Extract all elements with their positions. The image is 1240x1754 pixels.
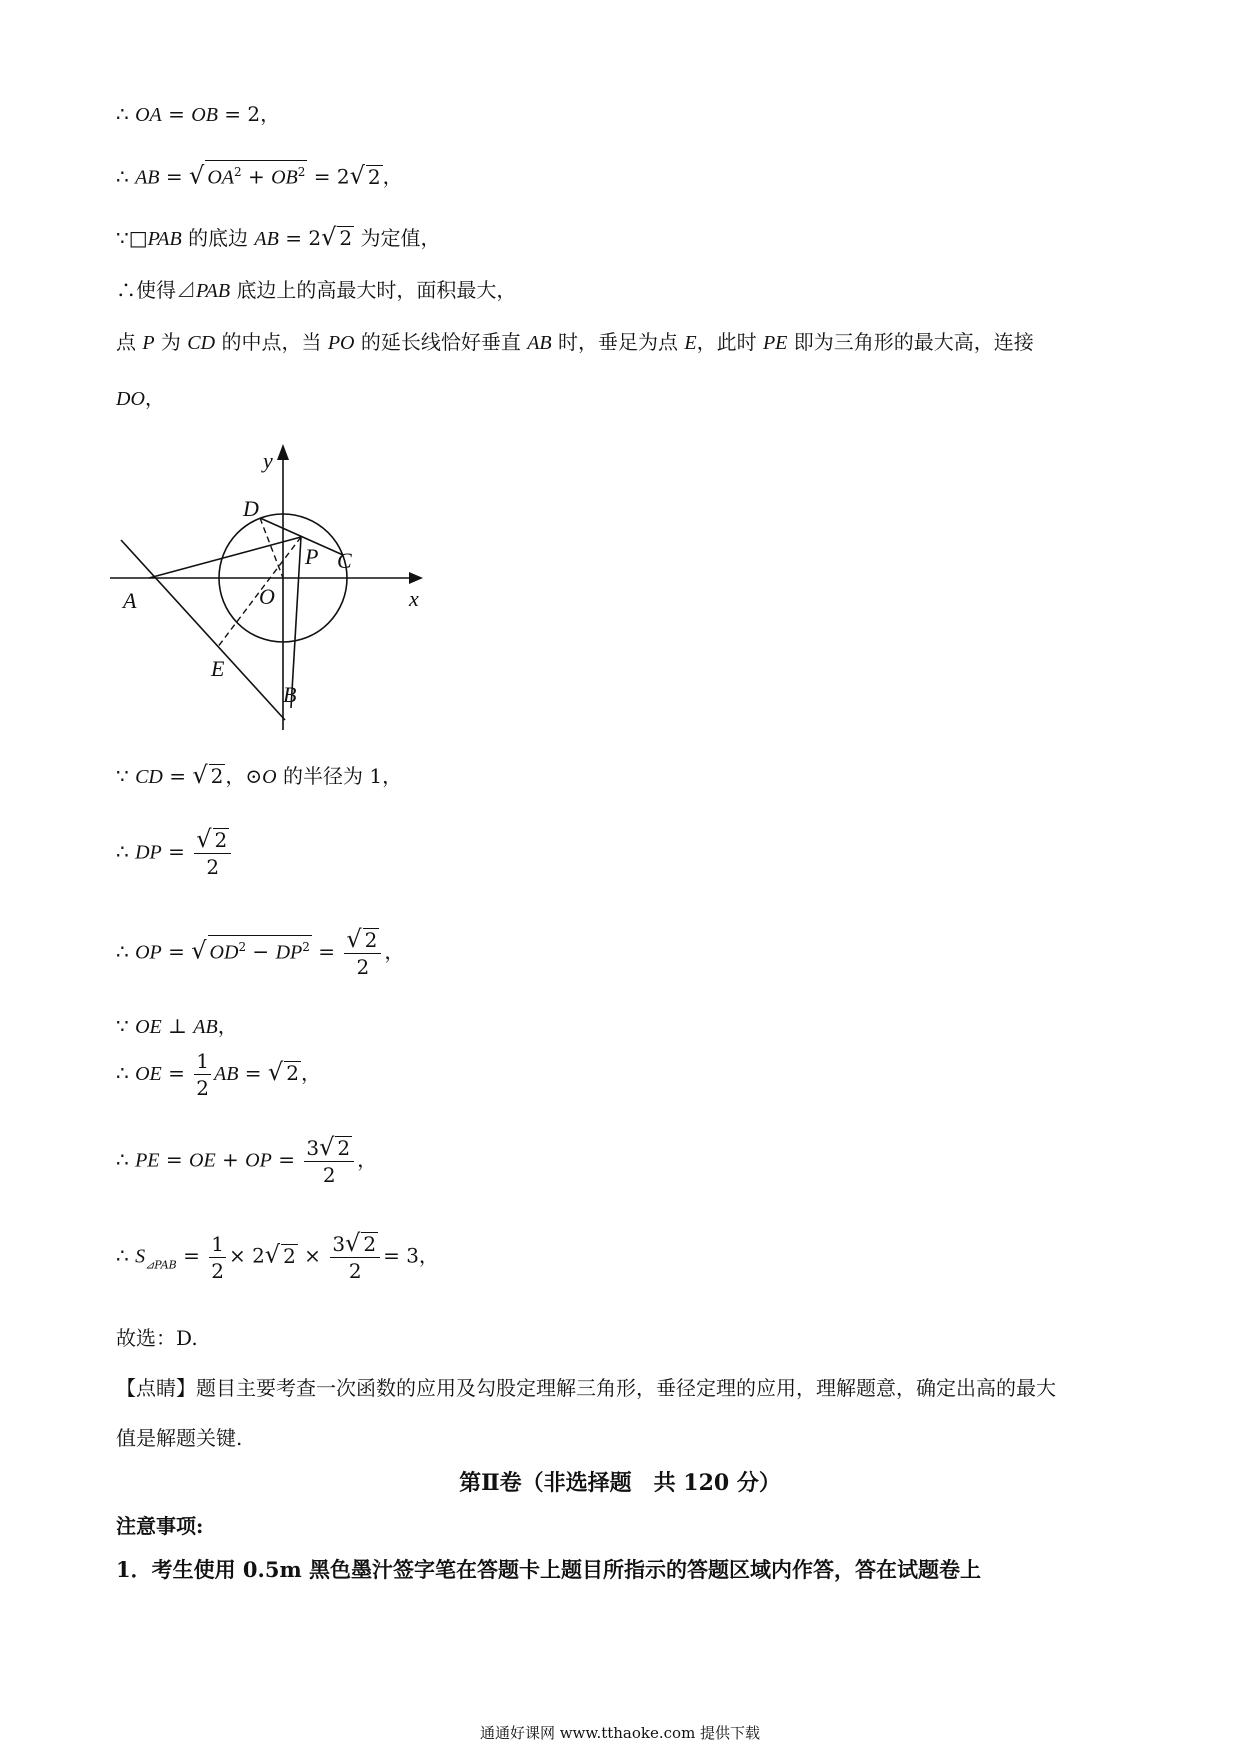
comment-line-1: 【点睛】题目主要考查一次函数的应用及勾股定理解三角形，垂径定理的应用，理解题意，确定出高的最大 <box>116 1376 1056 1400</box>
page-footer: 通通好课网 www.tthaoke.com 提供下载 <box>479 1724 761 1742</box>
solution-line-7: ∵ CD = √ 2 ，⊙O 的半径为 1， <box>116 761 403 789</box>
line-ab <box>121 540 285 720</box>
label-o: O <box>259 584 275 609</box>
label-a: A <box>123 588 137 613</box>
answer-line: 故选：D. <box>116 1326 198 1350</box>
solution-line-2: ∴ AB = √ $OA^2 + OB^2 = 2√$ 2 ， <box>116 161 403 190</box>
section-title: 第Ⅱ卷（非选择题 共 120 分） <box>459 1470 781 1496</box>
solution-line-11: ∴ OE = $\frac{1}{2}$ AB = √ 2 ， <box>116 1049 321 1100</box>
comment-line-2: 值是解题关键. <box>116 1426 243 1450</box>
label-d: D <box>243 496 259 521</box>
notice-heading: 注意事项: <box>116 1514 204 1538</box>
solution-line-6: DO， <box>116 386 165 410</box>
label-b: B <box>283 682 297 707</box>
x-axis-arrow-icon <box>409 572 423 584</box>
solution-line-3: ∵□PAB 的底边 AB = 2√ 2 为定值， <box>116 223 441 251</box>
notice-item-1: 1．考生使用 0.5m 黑色墨汁签字笔在答题卡上题目所指示的答题区域内作答，答在试题卷上 <box>116 1557 981 1582</box>
solution-line-5: 点 P 为 CD 的中点，当 PO 的延长线恰好垂直 AB 时，垂足为点 E，此时 PE 即为三角形的最大高，连接 <box>116 330 1034 354</box>
label-y: y <box>263 448 273 473</box>
solution-line-12: ∴ PE = OE + OP = $\frac{3√ 2}{2}$ ， <box>116 1133 378 1187</box>
solution-line-8: ∴ DP = $\frac{√ 2}{2}$ <box>116 826 234 880</box>
label-c: C <box>337 548 352 573</box>
solution-line-1: ∴ OA = OB = 2， <box>116 102 281 126</box>
y-axis-arrow-icon <box>277 444 289 460</box>
geometry-figure <box>105 430 445 740</box>
solution-line-9: ∴ OP = √ $OD^2 - DP^2$ = $\frac{√ 2}{2}$ ， <box>116 925 405 979</box>
label-e: E <box>211 656 225 681</box>
segment-pa <box>149 537 301 578</box>
label-p: P <box>305 544 319 569</box>
label-x: x <box>409 586 419 611</box>
solution-line-4: ∴使得⊿PAB 底边上的高最大时，面积最大， <box>116 278 517 302</box>
solution-line-13: ∴ $S_{⊿PAB}$ = $\frac{1}{2}$ × 2√ 2 × $\frac{3√ 2}{2}$ = 3， <box>116 1229 439 1283</box>
solution-line-10: ∵ OE ⊥ AB， <box>116 1014 238 1038</box>
